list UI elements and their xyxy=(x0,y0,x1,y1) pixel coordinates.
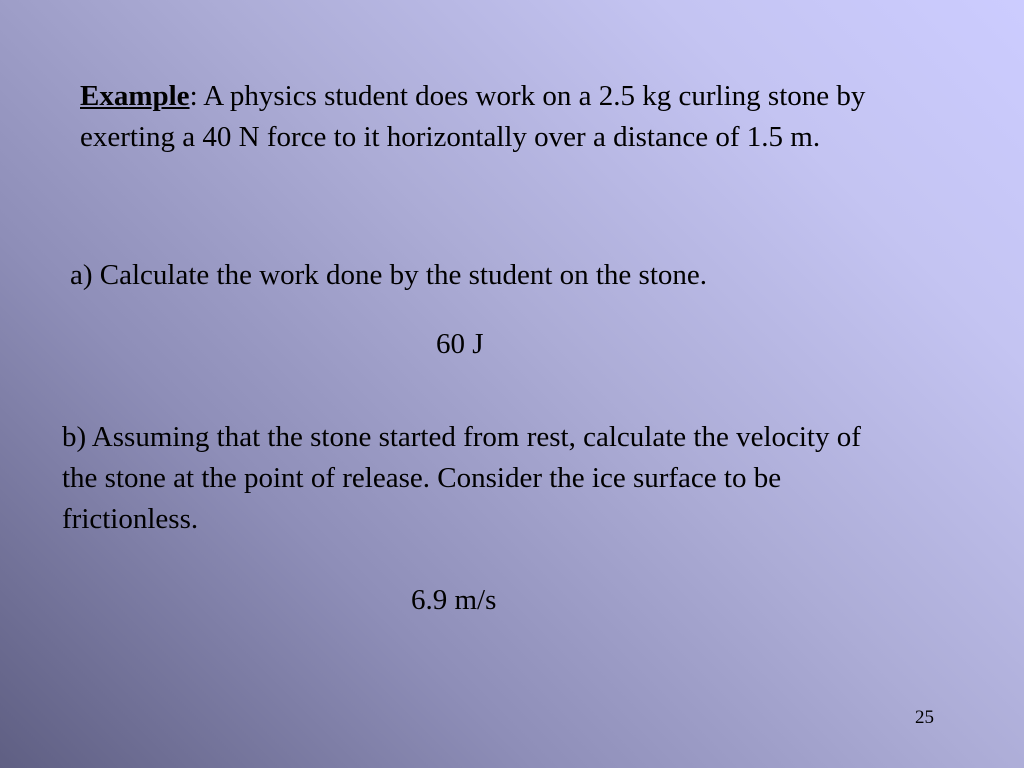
example-label: Example xyxy=(80,80,190,112)
question-a: a) Calculate the work done by the student on the stone. xyxy=(70,259,708,291)
example-label-colon: : xyxy=(189,80,198,112)
example-text: A physics student does work on a 2.5 kg curling stone by exerting a 40 N force to it horizontally over a distance of 1.5 m. xyxy=(80,80,866,153)
answer-a: 60 J xyxy=(436,328,484,360)
example-paragraph xyxy=(80,76,900,158)
slide-number: 25 xyxy=(915,707,934,728)
question-b: b) Assuming that the stone started from rest, calculate the velocity of the stone at the point of release. Consider the ice surface to be frictionless. xyxy=(62,421,861,535)
answer-b: 6.9 m/s xyxy=(411,584,497,616)
